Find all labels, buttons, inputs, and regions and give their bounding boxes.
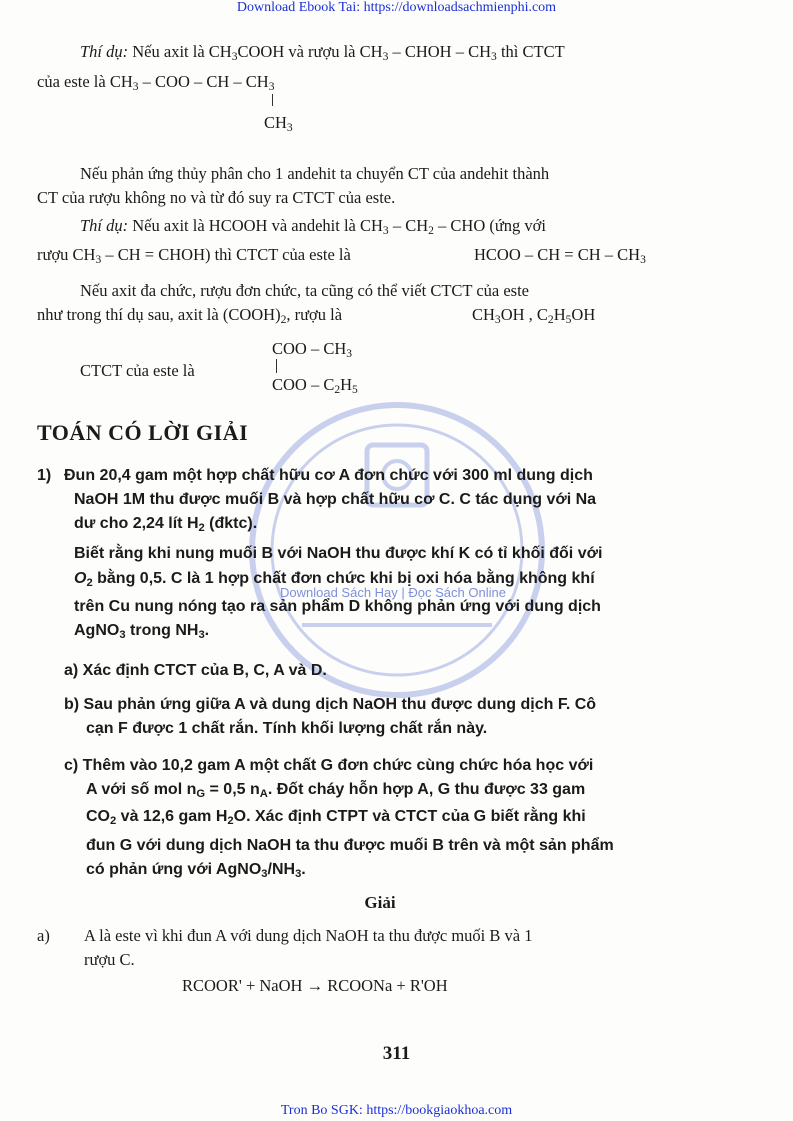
example1-line2: của este là $CH_3$ – COO – CH – $CH_3$ — [37, 72, 275, 93]
methyl-branch: $CH_3$ — [264, 113, 293, 134]
solution-a-label: a) — [37, 926, 50, 945]
example2-line2: rượu $CH_3$ – CH = CHOH) thì CTCT của este là — [37, 245, 351, 266]
diester-top: COO – $CH_3$ — [272, 339, 353, 360]
para2-line1: Nếu phản ứng thủy phân cho 1 andehit ta chuyển CT của andehit thành — [80, 164, 550, 183]
problem-line1: Đun 20,4 gam một hợp chất hữu cơ A đơn chức với 300 ml dung dịch — [64, 467, 593, 484]
ctct-label: CTCT của este là — [80, 361, 195, 380]
question-b-line1: b) Sau phản ứng giữa A và dung dịch NaOH thu được dung dịch F. Cô — [64, 696, 597, 713]
problem-line2: NaOH 1M thu được muối B và hợp chất hữu cơ C. C tác dụng với Na — [74, 491, 597, 508]
problem-line5: $O_2$ bằng 0,5. C là 1 hợp chất đơn chức khi bị oxi hóa bằng không khí — [74, 570, 595, 589]
question-b-line2: cạn F được 1 chất rắn. Tính khối lượng chất rắn này. — [86, 720, 488, 737]
question-c-line2: A với số mol $n_G = 0,5$ $n_A$. Đốt cháy hỗn hợp A, G thu được 33 gam — [86, 781, 586, 800]
page-number: 311 — [382, 1043, 411, 1064]
question-c-line3: $CO_2$ và 12,6 gam $H_2O$. Xác định CTPT và CTCT của G biết rằng khi — [86, 808, 586, 827]
example1-line1: Thí dụ: Nếu axit là $CH_3COOH$ và rượu là $CH_3$ – CHOH – $CH_3$ thì CTCT — [80, 42, 565, 63]
solution-a-line1: A là este vì khi đun A với dung dịch NaOH ta thu được muối B và 1 — [84, 926, 533, 945]
question-c-line4: đun G với dung dịch NaOH ta thu được muối B trên và một sản phẩm — [86, 837, 614, 854]
para2-line2: CT của rượu không no và từ đó suy ra CTCT của este. — [37, 188, 396, 207]
reaction-equation: RCOOR' + NaOH → RCOONa + R'OH — [182, 976, 448, 995]
footer-sgk-link[interactable]: Tron Bo SGK: https://bookgiaokhoa.com — [280, 1103, 513, 1118]
question-a: a) Xác định CTCT của B, C, A và D. — [64, 662, 327, 679]
para3-line1: Nếu axit đa chức, rượu đơn chức, ta cũng có thể viết CTCT của este — [80, 281, 529, 300]
diester-bond — [276, 359, 277, 373]
section-title: TOÁN CÓ LỜI GIẢI — [37, 420, 249, 445]
bond-line — [272, 94, 273, 106]
problem-line3: dư cho 2,24 lít $H_2$ (đktc). — [74, 515, 258, 534]
problem-number: 1) — [37, 467, 52, 484]
watermark-text: Download Sách Hay | Đọc Sách Online — [280, 585, 506, 600]
example2-line1: Thí dụ: Nếu axit là HCOOH và andehit là $CH_3 - CH_2$ – CHO (ứng với — [80, 216, 546, 237]
problem-line4: Biết rằng khi nung muối B với NaOH thu được khí K có tỉ khối đối với — [74, 545, 603, 562]
problem-line6: trên Cu nung nóng tạo ra sản phẩm D không phản ứng với dung dịch — [74, 598, 601, 615]
solution-title: Giải — [364, 893, 396, 912]
header-download-link[interactable]: Download Ebook Tai: https://downloadsachmienphi.com — [236, 0, 557, 15]
para3-alcohols: $CH_3OH$ , $C_2H_5OH$ — [472, 305, 596, 326]
question-c-line5: có phản ứng với $AgNO_3/NH_3$. — [86, 861, 306, 880]
para3-line2: như trong thí dụ sau, axit là $(COOH)_2$, rượu là — [37, 305, 343, 326]
solution-a-line2: rượu C. — [84, 950, 135, 969]
problem-line7: AgNO$_3$ trong $NH_3$. — [74, 622, 210, 641]
question-c-line1: c) Thêm vào 10,2 gam A một chất G đơn chức cùng chức hóa học với — [64, 757, 594, 774]
diester-bottom: COO – $C_2H_5$ — [272, 375, 358, 396]
example2-ester: HCOO – CH = CH – $CH_3$ — [474, 245, 646, 266]
